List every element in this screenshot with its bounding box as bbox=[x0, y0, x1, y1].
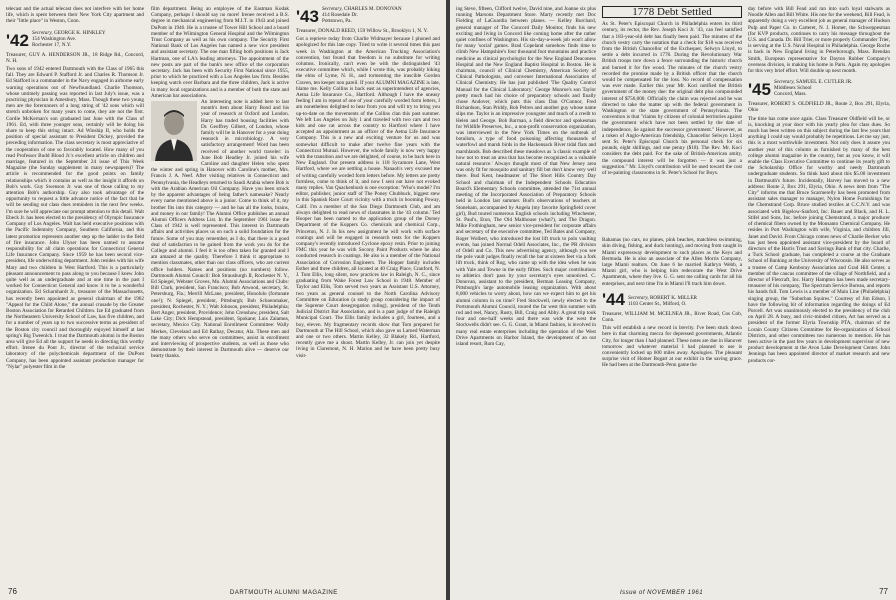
class-year: '44 bbox=[602, 289, 625, 309]
class-header-44 bbox=[602, 289, 742, 309]
column-body-continued: Bahamas (no cars, no planes, pink beaches, matchless swimming, skin diving, fishing, and duck hunting), and moving from caught in Miami expressway development to such places as the Keys and Bermuda. He is also an associate of the Allen Morris Company, large Miami realtors. On June 6 he married Kathryn Webb, a Miami girl, who is helping him redecorate the West Drive Apartments, where they live. G. G. sent me calling cards for all his enterprises, and next time I'm in Miami I'll track him down. bbox=[602, 237, 742, 287]
right-column-2 bbox=[602, 6, 742, 566]
sidebar-box-title: 1778 Debt Settled bbox=[602, 6, 742, 18]
class-header-42 bbox=[6, 30, 144, 48]
address-line: 414 Rosedale Dr. bbox=[321, 12, 358, 18]
class-year: '43 bbox=[296, 7, 319, 26]
address-line: Concord, Mass. bbox=[773, 91, 807, 98]
secretary-name: GEORGE K. HINKLEY bbox=[53, 29, 106, 36]
treasurer-line: Treasurer, ROBERT S. OLDFIELD JR., Route 2, Box 291, Elyria, Ohio bbox=[748, 101, 890, 114]
left-page bbox=[0, 0, 446, 600]
column-body: Got a reprieve today from Charlie Widmayer because I phoned and apologized for this late copy. Tried to write it several times this past week in Washington at the American Trucking Association's convention, but found that freedom is no substitute for writing columns. Ironically, can't even be with the distinguished '43 executive committee which, while I wrote this, was probably hiking the elms of Lyme, N. H., and tormenting the irascible Gordon Craven, ten keeper non pareil. If your ALUMNI MAGAZINE is late, blame me. Kelly Collins is back east as superintendent of agencies, Aetna Life Insurance Co., Hartford. Although I have the uneasy feeling I am in repeat of one of your carefully worded form letters, I am nonetheless delighted to hear from you and will try to bring you up-to-date on the movements of the Collins clan this past summer. We left Los Angeles on July 1 and traveled with two cars and two kids and one cat across the country to Hartford where I have accepted an appointment as an officer of the Aetna Life Insurance Company. This is a new and exciting venture for us and was somewhat difficult to make after twelve fine years with the Connecticut Mutual. However, the whole family is now very happy with the transition and we are delighted, of course, to be back here in New England. Our present address is 118 Sycamore Lane, West Hartford, where we are settling a house. Nanaoh's very excused me of writing carefully worded form letters before. My letters are pretty formless, come to think of it, and now I sent out have not evoked many replies. Van Quackenbush is one exception: 'Who's model? I'm editor, publisher, junior staff of The Poney Chubbuck, biggest stew in this Spanish Race Court vicinity with a truck in booming Poway, Calif. I'm a member of the San Diego Dartmouth Club, and am always delighted to read news of classmates in the '43 column.' Ted Hooper has been named to the application group of the Dorsey Department of the Koppers Co. chemicals and chemical Corp., Princeton, N. J. In his new assignment he will work with surface coatings and will be engaged in research tests for the Koppers company's recently introduced Cyclone epoxy resin. Prior to joining FMC this year he was with Socony Paint Products where he also conducted research in coatings. He also is a member of the National Association of Corrosion Engineers. The Hopper family includes Esther and three children, all located at 40 Craig Place, Cranford, N. J. Tom Ellis, long silent, now practices law in Raleigh, N. C., since graduating from Wake Forest Law School in 1948. Member of Taylor and Ellis, Tom served two years as Assistant U.S. Attorney, two years as general counsel to the North Carolina Advisory Committee on Education (a study group considering the impact of the Supreme Court desegregation ruling), president of the Tenth Judicial District Bar Association, and is a past judge of the Raleigh Municipal Court. The Ellis family includes a girl, fourteen, and a boy, eleven. My fragmentary records show that Tom prepared for Dartmouth at The Hill School, which also gave us Larned Waterman and one or two others. Martin Kelley, 32 Blakely Rd., Hartford, recently gave me a shout. Martin Kelley, Jr. can join yet despite living in Claremont, N. H. Marion and he have been pretty busy visit- bbox=[296, 36, 440, 359]
right-column-1 bbox=[456, 6, 596, 566]
secretary-label: Secretary, bbox=[321, 6, 343, 12]
left-column-1 bbox=[6, 6, 144, 566]
class-year: '45 bbox=[748, 80, 771, 100]
secretary-label: Secretary, bbox=[31, 29, 53, 36]
column-body-top: day before with Bill Fead and ran into such loyal stalwarts as Noodle Allen and Bill White. His one for the weekend, Bill Fead, is apparently doing a very excellent job as general manager of Hudson Pulp and Paper Co. in Carteret, N. J. Homer, the Schweppesman (for KVP products, continues to carry his message throughout the U.S. and Canada. Dr. Bill Trier, or more properly Commander Trier, is serving at the U.S. Naval Hospital in Philadelphia. George Roche is back in New England living in Peterborough, Mass. Brendan Smith, European representative for Dayton Rubber Company's overseas division, is making his home in Paris. Again my apologies for this very brief effort. Will double up next month. bbox=[748, 6, 890, 75]
secretary-name: CHARLES M. DONOVAN bbox=[343, 6, 402, 12]
page-number: 77 bbox=[879, 587, 888, 596]
secretary-label: Secretary, bbox=[773, 79, 795, 86]
page-footer: DARTMOUTH ALUMNI MAGAZINE bbox=[230, 590, 338, 596]
address-line: 154 Washington Ave. bbox=[31, 35, 77, 42]
left-column-3 bbox=[296, 6, 440, 566]
right-page bbox=[450, 0, 896, 600]
treasurer-line: Treasurer, WILLIAM M. MCELNEA JR., River Road, Cos Cob, Conn. bbox=[602, 310, 742, 324]
column-body-44: This will establish a new record in brevity. I've been stuck down here in that charming mecca for depressed governments, Atlantic City, for longer than I had planned. These notes are due in Hanover tomorrow and whatever material I had planned to use is conveniently locked up 600 miles away. Apologies. The pleasant surprise visit of Homer Bogart at our exhibit in the saving grace. He had been at the Dartmouth-Penn game the bbox=[602, 325, 742, 369]
treasurer-line: Treasurer, DONALD REED, 159 Willow St., Brooklyn 1, N. Y. bbox=[296, 28, 428, 34]
portrait-photo bbox=[151, 101, 197, 161]
left-column-2 bbox=[151, 6, 289, 566]
secretary-name: ROBERT K. MILLER bbox=[649, 294, 697, 301]
column-body-top: film department. Being an employee of the Eastman Kodak Company, perhaps I should say no more! Irenee received a B.S. degree in mechanical engineering from M.I.T. in 1943 and joined DuPont in 1946. He is a trustee of Tower Hill School and a board member of the Wilmington General Hospital and the Wilmington Trust Company as well as his own company. The Security First National Bank of Los Angeles has named a new vice president and assistant secretary. The one man filling both positions is Jack Hartman, one of LA's leading attorneys. The appointment of the new posts are part of the bank's new office of the corporation secretary. Jack has been with Security First National since 1955, prior to which he practiced with a Los Angeles law firm. Besides keeping watch over Barbara and the three children, Jack is active in many local organizations and is a member of both the state and American bar associations. bbox=[151, 6, 289, 99]
right-column-3 bbox=[748, 6, 890, 566]
address-line: Middlesex School bbox=[773, 85, 812, 92]
column-body-bottom: An interesting note is added here to last month's item about Harry Bond and his year of research at Oxford and London. Harry has traded housing facilities with Dr. Geoffrey Gilbert, of London, whose family will be in Hanover for a year doing research in microbiology. A very satisfactory arrangement! Word has been received of another world traveler: in June Bob Headley Jr. joined his wife Caroline and daughter Helen who spent the winter and spring in Hanover with Caroline's mother, Mrs. Francis J. A. Neef. After visiting relatives in Connecticut and Pennsylvania, the Headleys returned to Saudi Arabia where Bob is with the Arabian American Oil Company. Have you been struck by the apparent advantages of being father's namesake? Nearly every name mentioned above is a junior. Come to think of it, my brother fits into this category — and he has all the looks, brains, and money in our family! The Alumni Office publishes an annual Alumni Officers Address List. In the September 1961 issue the Class of 1942 is well represented. This interest in Dartmouth affairs and activities places us on such a solid foundation for the future. Some of you may remember, as I do, that there is a good deal of satisfaction to be gained from the work you do for the College and alumni. I feel it is too often taken for granted and I am amazed at the quality. Therefore I think it appropriate to mention classmates, other than our class officers, who are current office holders. Names and positions (no numbers) follow. Dartmouth Alumni Council: Bob Strausburgh II, Rochester N. Y., Ed Spiegel, Webster Groves, Mo. Alumni Associations and Clubs: Bill Clark, president, San Francisco; Bob Atwood, secretary, St. Petersburg, Fla.; Merrill McLane, president, Honolulu (fortunate one!); N. Spiegel, president, Pittsburgh; Bob Schoenmaker, president, Rochester, N. Y.; Walt Johnson, president, Philadelphia; Bert Anger, president, Providence; John Crenshaw, president, Salt Lake City; Dick Hempstead, president, Spokane; Luis Zalamea, secretary, Mexico City. National Enrollment Committee: Wally Merkes, Cleveland and Ed Rathay, Decatur, Ala. These men and the many others who serve on committees, assist in enrollment and interviewing of prospective students, as well as those who demonstrate by their interest in Dartmouth alive — deserve our hearty thanks. bbox=[151, 99, 289, 360]
column-body: The time has come once again. Class Treasurer Oldfield will be, or is, knocking at your door with his yearly plea for class dues. So much has been written on this subject during the last few years that anything I could say would probably be repetitious. Let me say just, this is a most worthwhile investment. Not only does it assure you another year of this column as furnished by many of the best college alumni magazine in the country, but as you know, it will enable the Class Executive Committee to continue its yearly gift to the Scholarship Office for worthy and needy Dartmouth undergraduate students. So think hard about this $5.00 investment in Dartmouth's future. Incidentally, Harvey has moved to a new address: Route 2, Box 291, Elyria, Ohio. A news item from "The City" informs me that Bruce Scarmerelly has been promoted from assistant sales manager to manager, Nylon Home Furnishings for the Chemstrand Corp. Bruce studied textiles at C.C.N.Y. and was associated with Bigelow-Sanford, Inc. Bauer and Black, and H. L. Stifel and Sons, Inc. before joining Chemstrand, a major producer of chemical fibers owned by the Monsanto Chemical Company. He resides in Port Washington with wife, Virginia, and children Jill, Janet and David. From Chicago comes news of Charlie Becker who has just been appointed assistant vice-president by the board of directors of the Harris Trust and Savings Bank of that city. Charlie, a Tuck School graduate, has completed a course at the Graduate School of Banking at the University of Wisconsin. He also serves as a trustee of Camp Kenboray Association and Grad Hill Center, a member of the caucus committee of the village of Northfield, and a director of Fletcraft, Inc. Harry Hampton has been made secretary-treasurer of his company, The Spectrum Service Bureau, and reports his hands full. Tom Lewis is a member of Main Line (Philadelphia) singing group, the "Suburban Squires." Courtesy of Jim Edson, I have the following bit of information regarding the doings of Ed Purcell. Art was unanimously elected to the presidency of the club on April 28. A busy, and civic-minded citizen, Art has served as a president of the former Elyria Township PTA, chairman of the Lorain County Citizens Committee for Re-organization of School Districts, and other committees too numerous to mention. He has been active in the past few years in development supervisor of new product development at the Avon Lake Development Center. John Jennings has been appointed director of market research and new products cor- bbox=[748, 115, 890, 364]
column-body: Two sons of 1942 entered Dartmouth with the Class of 1965 this fall. They are Edward P. Stafford Jr. and Charles R. Thomson Jr. Ed Stafford is a commander in the Navy engaged in airborne early warning operations out of Newfoundland. Charlie Thomson, whose untimely passing was reported in last July's issue, was a practicing physician in Amesbury, Mass. Though these two young men are the forerunners of a long string of '42 sons which will stretch unbroken for many years to come, they are not the first. Cordie McKernan's son graduated last June with the Class of 1961. Ed, with three younger sons, certainly will be doing his share to keep this string intact. Ad Winship II, who holds the position of special assistant to President Dickey, provided the preceding information. The class secretary is most appreciative of the cooperation of one so favorably located. How many of you read Professor Budd Blood Jr.'s excellent article on children and marriage, featured in the September 24 issue of This Week Magazine (the Sunday supplement in many newspapers)? The article is recommended for the good points on family relationships which it contains as well as the insight it affords on Bob's work. Guy Swenson Jr. was one of those calling to my attention Bob's authorship. Guy also took advantage of the opportunity to request a little advance notice of the fact that he will be sending out class dues reminders in the next few weeks. I'm sure he will appreciate our prompt attention to this detail. Walt Ebeck Jr. has been elected to the presidency of Olympic Insurance Company of Los Angeles. Walt has held executive positions with the Pacific Indemnity Company, Southern California, and this latest promotion represents another step up the ladder in the field of fire insurance. John Ulyser has been named to assume responsibility for all claim operations for Connecticut General Life Insurance Company. Since 1959 he has been second vice-president, life underwriting department. John resides with his wife Mary and two children in West Hartford. This is a particularly pleasant announcement to pass along to you because I knew John quite well as an undergraduate and at one time in the past I worked for Connecticut General and know it to be a wonderful organization. Ed Scharnhardt Jr., treasurer of the Massachusetts, has recently been appointed as general chairman of the 1962 "Appeal for the Child Alone," the annual crusade by the Greater Boston Association for Retarded Children. Ize Ed graduated from the Northeastern University School of Law, has five children, and for a number of years up to two successive terms as president of the Boston city council and thoroughly enjoyed himself at last spring's Big Tweenlch. I trust the Dartmouth alumni in the Boston area will give Ed all the support he needs in directing this worthy effort. Irenee du Pont Jr., director of the technical service laboratory of the polychemicals department of the DuPont Company, has been appointed assistant production manager for "Nylar" polyester film in the bbox=[6, 66, 144, 370]
page-number: 76 bbox=[8, 587, 17, 596]
portrait-image bbox=[151, 101, 197, 161]
sidebar-box-body: As St. Peter's Episcopal Church in Philadelphia enters its third century, its rector, the Rev. Joseph Koci Jr. '43, can feel satisfied that a 183-year-old debt has finally been paid. The minutes of the church vestry carry the notation that a check for $18 was received from the British Chancellor of the Exchequer, Selwyn Lloyd, to settle a debt incurred in 1778. During the Revolutionary War British troops tore down a fence surrounding the historic church and burned it for fire wood. The minutes of the church vestry recorded the promise made by a British officer that the church would be compensated for the loss. No record of compensation was ever made. Earlier this year Mr. Koci notified the British government of the money due: the original debt plus compounded interest of $756,000. Officially the claim was rejected and he was directed to take the matter up with the federal government in Washington or the state government of Pennsylvania. The convention is that "claims by citizens of colonial territories against the government which have not been settled by the date of independence, lie against the successor government." However, as a token of Anglo-American friendship, Chancellor Selwyn Lloyd sent St. Peter's Episcopal Church his personal check for six pounds, eight shillings, and one penny ($18). The Rev. Mr. Koci considers the debt paid. For the sake of British-American amity, the compound interest will be forgotten — it was just a suggestion." Mr. Lloyd's contribution will be used toward the cost of re-painting classrooms in St. Peter's School for Boys. bbox=[602, 21, 742, 177]
intro-paragraph: telecast and the actual telecast does not interfere with her home life, which is spent between their New York City apartment and their "little place" in Weston, Conn. bbox=[6, 6, 144, 25]
secretary-label: Secretary, bbox=[627, 294, 649, 301]
class-year: '42 bbox=[6, 30, 29, 50]
page-footer: Issue of NOVEMBER 1961 bbox=[620, 590, 704, 596]
address-line: Pottstown, Pa. bbox=[321, 18, 352, 24]
address-line: Rochester 17, N.Y. bbox=[31, 41, 72, 48]
treasurer-line: Treasurer, GUY A. HENDERSON JR., 18 Ridge Rd., Concord, N. H. bbox=[6, 51, 144, 64]
secretary-name: SAMUEL E. CUTLER JR. bbox=[795, 79, 853, 86]
column-body: ing Steve, fifteen, Clifford twelve, David nine, and Joanne six plus running Marsons Department Store. Marty recently met Doc Fielding of LaGuardia between planes. — Kelley Burchard, general manager of The Concord Daily Monitor, finds his new exciting and living in Concord like coming home after the rather quiet confines of Washington. His six-day-a-week job won't allow for many 'social' games. Brad Copeland somehow finds time to climb New Hampshire's four thousand foot mountains and practice medicine as clinical psychologist for the New England Deaconess Hospital and the New England Baptist Hospital in Boston. He is chairman, council of Clinical Chemistry, American Society of Clinical Pathologists, and convener International Association of Clinical Chemistry. He has just published 'The Quality Control Manual for the Clinical Laboratory.' George Munroe's son Taylor pretty much had his choice of preparatory schools and finally chose Andover, which puts this class Dan O'Connor, Fred Richardson, Stan Priddy, Bob Pelren and another guy whose name slips me. Taylor is an impressive youngster and much of a credit to Helen and George. Bob Barrnan, a field director and spokesman for Wildlife Preserves, Inc., a non-profit conservation organization, was interviewed in the New York Times on the outbreak of botulism, a type of food poisoning affecting thousands of waterfowl and marsh birds in the Hackensack River tidal flats and marshlands. Bob described these meadows as 'a classic example of how not to treat an area that has become recognized as a valuable natural resource.' Always thought most of that New Jersey area was only fit for mosquito and sanitary fill but don't know very well there. Bud Kent, headmaster of The Short Hills Country Day School and chairman of the Independent Schools Education Board's Elementary Schools committee, attended the 71st annual meeting of the Incorporated Association of Preparatory Schools held in London last summer. Bud's observations of teachers at Stoneham, accompanied by Angela (my favorite Springfield cover girl), Bud toured numerous English schools including Winchester, St. Paul's, Eton, The Old Malthouse (what?), and The Dragon. Mike Frothingham, new senior vice-president for corporate affairs and secretary of the executive committee, Ted Bates and Company, Roger Wolbert, who introduced the lost lift truck to polo vaulting events, has joined Normal Odell Associates, Inc., the PR division of Odell and Co. This new advertising agency, although you see the pole vault judges finally recall the bar at sixteen feet via a fork lift truck, think of Rog, who came up with the idea when he was with Yale and Towne in the early fifties. Such major contributions to athletics don't pass by your secretary's eyes unnoticed. C. Donovan, assistant to the president, Berman Leasing Company, Pittsburgh's large automobile leasing organization. With about 8,000 vehicles to worry about, how can we expect him to get his alumni column in on time? Fred Stockwell, newly elected to the Portsmouth Alumni Council, toured the far west this summer with rod and reel, Nancy, Rusty, Bill, Craig and Abby. A great trip took four and one-half weeks and there was wide the west the Stockwells didn't see. G. G. Grant, in Miami fashion, is involved in many real estate enterprises including the operation of the West Drive Apartments on Harbor Island, the development of an out island resort, Rum Cay, bbox=[456, 6, 596, 347]
address-line: 1103 Center St., Milford, O. bbox=[627, 300, 687, 307]
class-header-45 bbox=[748, 79, 890, 100]
class-header-43 bbox=[296, 6, 440, 24]
